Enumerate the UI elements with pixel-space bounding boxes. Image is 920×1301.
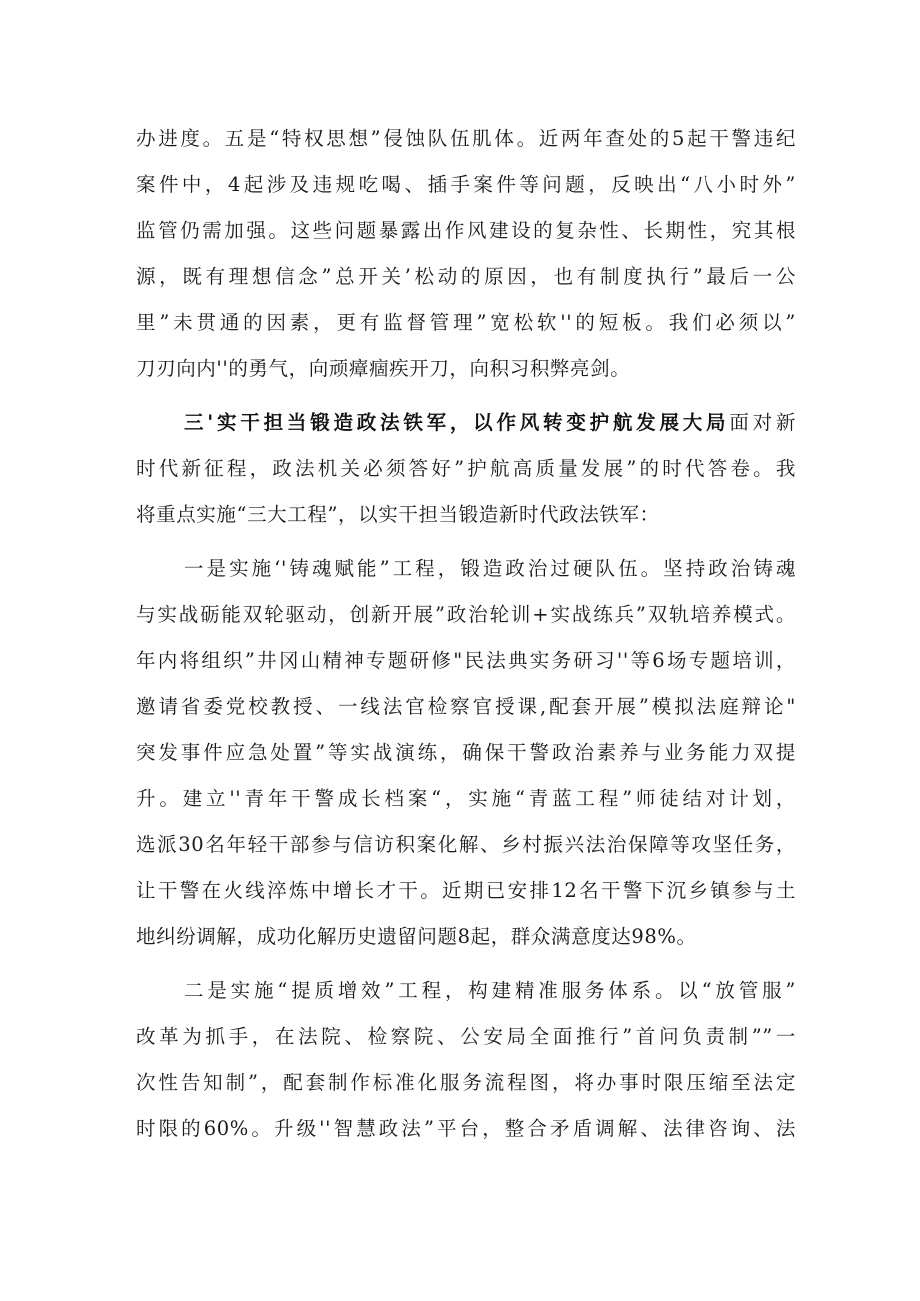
text-line: 时代新征程，政法机关必须答好”护航高质量发展”的时代答卷。我: [136, 457, 796, 480]
section-three: [136, 400, 796, 538]
paragraph-privilege-thinking: [136, 116, 796, 392]
text-line: 里”未贯通的因素，更有监督管理”宽松软''的短板。我们必须以”: [136, 311, 796, 334]
text-line: 办进度。五是“特权思想”侵蚀队伍肌体。近两年查处的5起干警违纪: [136, 127, 796, 150]
paragraph-project-quality-efficiency: [136, 968, 796, 1152]
text-line: 刀刃向内''的勇气，向顽瘴痼疾开刀，向积习积弊亮剑。: [136, 357, 631, 380]
text-line: 源，既有理想信念”总开关’松动的原因，也有制度执行”最后一公: [136, 265, 796, 288]
text-line: 升。建立''青年干警成长档案“，实施“青蓝工程”师徒结对计划，: [136, 787, 796, 810]
text-line: 与实战砺能双轮驱动，创新开展”政治轮训+实战练兵”双轨培养模式。: [136, 603, 796, 626]
text-line: 次性告知制”，配套制作标准化服务流程图，将办事时限压缩至法定: [136, 1071, 796, 1094]
text-line: 改革为抓手，在法院、检察院、公安局全面推行”首问负责制””一: [136, 1025, 796, 1048]
section-heading-tail: 面对新: [729, 411, 796, 434]
text-line: 一是实施‘'铸魂赋能”工程，锻造政治过硬队伍。坚持政治铸魂: [184, 557, 796, 580]
text-line: 二是实施“提质增效”工程，构建精准服务体系。以“放管服”: [184, 979, 796, 1002]
text-line: 案件中，4起涉及违规吃喝、插手案件等问题，反映出“八小时外”: [136, 173, 796, 196]
document-body: [136, 116, 796, 1152]
text-line: 让干警在火线淬炼中增长才干。近期已安排12名干警下沉乡镇参与土: [136, 879, 796, 902]
section-heading-line: [136, 400, 796, 446]
text-line: 选派30名年轻干部参与信访积案化解、乡村振兴法治保障等攻坚任务，: [136, 833, 796, 856]
text-line: 监管仍需加强。这些问题暴露出作风建设的复杂性、长期性，究其根: [136, 219, 796, 242]
text-line: 邀请省委党校教授、一线法官检察官授课,配套开展”模拟法庭辩论": [136, 695, 796, 718]
text-line: 突发事件应急处置”等实战演练，确保干警政治素养与业务能力双提: [136, 741, 796, 764]
text-line: 将重点实施“三大工程”，以实干担当锻造新时代政法铁军：: [136, 503, 660, 526]
section-heading: 三'实干担当锻造政法铁军，以作风转变护航发展大局: [184, 411, 730, 434]
text-line: 地纠纷调解，成功化解历史遗留问题8起，群众满意度达98%。: [136, 925, 697, 948]
text-line: 年内将组织”井冈山精神专题研修"民法典实务研习''等6场专题培训，: [136, 649, 796, 672]
text-line: 时限的60%。升级''智慧政法”平台，整合矛盾调解、法律咨询、法: [136, 1117, 796, 1140]
paragraph-project-soul-empowerment: [136, 546, 796, 960]
